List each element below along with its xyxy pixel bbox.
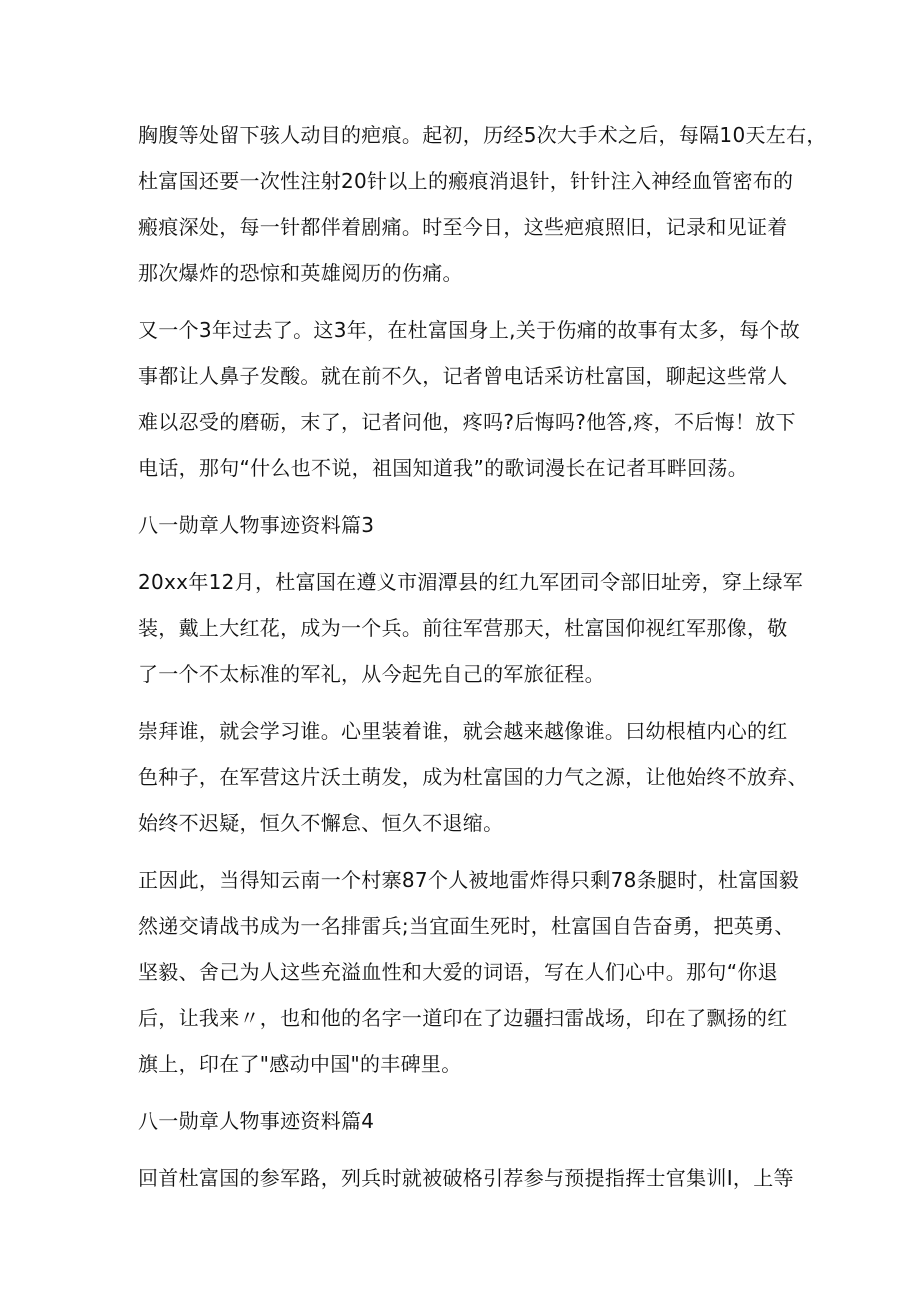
paragraph-gap [138, 296, 798, 307]
paragraph [138, 307, 801, 491]
paragraph-gap [138, 1144, 798, 1155]
paragraph-gap [138, 697, 798, 708]
text-line: 了一个不太标准的军礼，从今起先自己的军旅征程。 [138, 662, 605, 686]
text-line: 事都让人鼻子发酸。就在前不久，记者曾电话采访杜富国，聊起这些常人 [138, 364, 788, 388]
text-line: 然递交请战书成为一名排雷兵;当宜面生死时，杜富国自告奋勇，把英勇、 [138, 914, 795, 938]
heading-line: 八一勋章人物事迹资料篇4 [138, 1109, 375, 1133]
text-line: 电话，那句“什么也不说，祖国知道我”的歌词漫长在记者耳畔回荡。 [138, 456, 749, 480]
text-line: 始终不迟疑，恒久不懈怠、恒久不退缩。 [138, 811, 504, 835]
paragraph [138, 1155, 798, 1201]
section-heading [138, 1098, 798, 1144]
text-line: 杜富国还要一次性注射20针以上的瘢痕消退针，针针注入神经血管密布的 [138, 169, 794, 193]
paragraph [138, 112, 827, 296]
text-line: 装，戴上大红花，成为一个兵。前往军营那天，杜富国仰视红军那像，敬 [138, 616, 788, 640]
paragraph [138, 559, 804, 697]
text-line: 难以忍受的磨砺，末了，记者问他，疼吗?后悔吗?他答,疼，不后悔！放下 [138, 410, 796, 434]
document-body [138, 112, 827, 1201]
paragraph [138, 857, 798, 1087]
heading-line: 八一勋章人物事迹资料篇3 [138, 513, 375, 537]
text-line: 旗上，印在了"感动中国"的丰碑里。 [138, 1052, 462, 1076]
text-line: 正因此，当得知云南一个村寨87个人被地雷炸得只剩78条腿时，杜富国毅 [138, 868, 800, 892]
paragraph-gap [138, 491, 798, 502]
paragraph-gap [138, 548, 798, 559]
section-heading [138, 502, 798, 548]
text-line: 坚毅、舍己为人这些充溢血性和大爱的词语，写在人们心中。那句“你退 [138, 960, 778, 984]
text-line: 回首杜富国的参军路，列兵时就被破格引荐参与预提指挥士官集训I，上等 [138, 1166, 794, 1190]
paragraph-gap [138, 846, 798, 857]
text-line: 瘢痕深处，每一针都伴着剧痛。时至今日，这些疤痕照旧，记录和见证着 [138, 215, 788, 239]
paragraph-gap [138, 1087, 798, 1098]
text-line: 又一个3年过去了。这3年，在杜富国身上,关于伤痛的故事有太多，每个故 [138, 318, 801, 342]
text-line: 色种子，在军营这片沃土萌发，成为杜富国的力气之源，让他始终不放弃、 [138, 765, 808, 789]
text-line: 崇拜谁，就会学习谁。心里装着谁，就会越来越像谁。曰幼根植内心的红 [138, 719, 788, 743]
text-line: 20xx年12月，杜富国在遵义市湄潭县的红九军团司令部旧址旁，穿上绿军 [138, 570, 804, 594]
text-line: 那次爆炸的恐惊和英雄阅历的伤痛。 [138, 261, 463, 285]
text-line: 胸腹等处留下骇人动目的疤痕。起初，历经5次大手术之后，每隔10天左右， [138, 123, 827, 147]
paragraph [138, 708, 808, 846]
text-line: 后，让我来〃，也和他的名字一道印在了边疆扫雷战场，印在了飘扬的红 [138, 1006, 788, 1030]
